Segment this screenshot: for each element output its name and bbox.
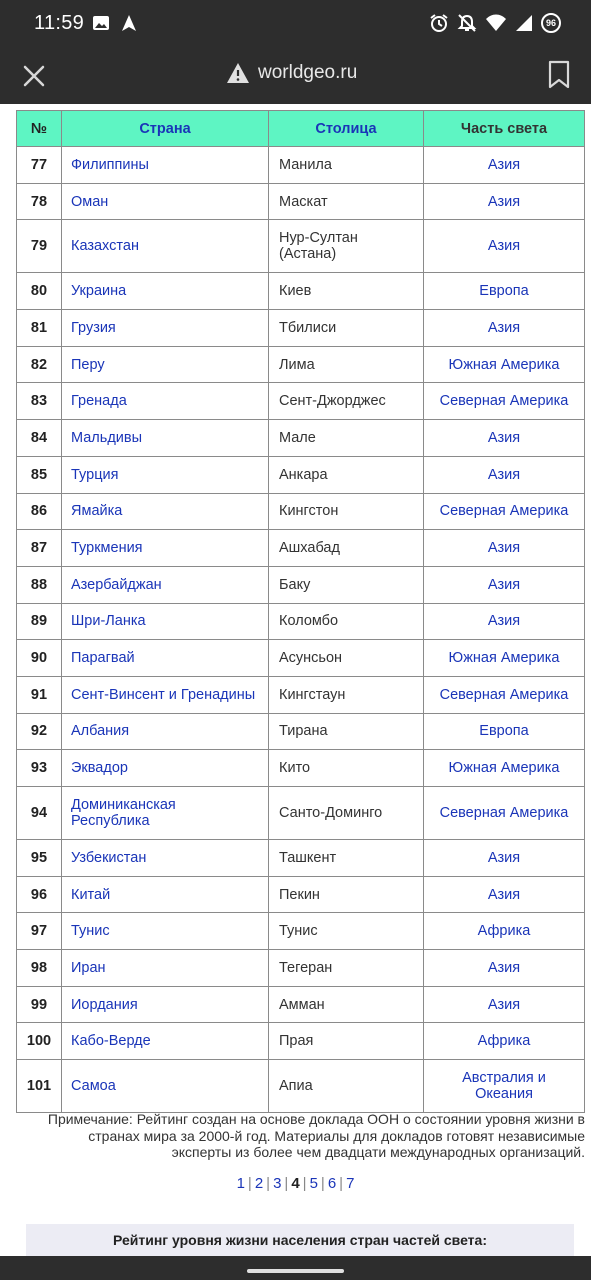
table-row [17, 183, 585, 220]
country-link[interactable] [62, 1023, 269, 1060]
capital-cell [269, 383, 424, 420]
capital-cell-line: Баку [279, 576, 311, 593]
country-link-line[interactable]: Грузия [71, 319, 116, 336]
region-link[interactable] [424, 420, 585, 457]
country-link[interactable] [62, 1060, 269, 1113]
note-line: эксперты из более чем двадцати международных организаций. [171, 1144, 585, 1160]
capital-cell-line: Лима [279, 356, 315, 373]
rating-table [16, 110, 585, 1113]
rank-cell: 85 [17, 456, 62, 493]
region-link-line[interactable]: Азия [487, 886, 521, 903]
region-link-line[interactable]: Азия [487, 193, 521, 210]
rank-cell: 90 [17, 640, 62, 677]
page-content [0, 104, 591, 1256]
pagination-separator: | [247, 1175, 252, 1192]
region-link-line[interactable]: Азия [487, 319, 521, 336]
region-link-line[interactable]: Южная Америка [448, 356, 560, 373]
country-link-line[interactable]: Иордания [71, 996, 138, 1013]
region-link-line[interactable]: Северная Америка [439, 393, 569, 410]
country-link[interactable] [62, 603, 269, 640]
url-display[interactable] [226, 62, 357, 84]
pagination-separator: | [320, 1175, 325, 1192]
table-row [17, 640, 585, 677]
rank-cell: 86 [17, 493, 62, 530]
country-link-line[interactable]: Азербайджан [71, 576, 162, 593]
region-link-line[interactable]: Азия [487, 996, 521, 1013]
capital-cell [269, 530, 424, 567]
system-icons [429, 13, 561, 33]
notification-icons [92, 14, 138, 32]
country-link-line[interactable]: Оман [71, 193, 109, 210]
capital-cell [269, 1023, 424, 1060]
region-link-line[interactable]: Азия [487, 156, 521, 173]
country-link-line[interactable]: Гренада [71, 393, 127, 410]
table-row [17, 787, 585, 840]
navigation-arrow-icon [120, 14, 138, 32]
signal-icon [515, 14, 533, 32]
alarm-icon [429, 13, 449, 33]
country-link[interactable] [62, 310, 269, 347]
country-link-line[interactable]: Филиппины [71, 156, 149, 173]
region-link-line[interactable]: Северная Америка [439, 503, 569, 520]
pagination [0, 1175, 591, 1192]
country-link[interactable] [62, 676, 269, 713]
capital-cell-line: Мале [279, 429, 316, 446]
region-link-line[interactable]: Азия [487, 238, 521, 255]
region-link-line[interactable]: Австралия и [462, 1070, 546, 1087]
country-link-line[interactable]: Эквадор [71, 760, 128, 777]
rank-cell: 82 [17, 346, 62, 383]
country-link-line[interactable]: Казахстан [71, 238, 139, 255]
table-row [17, 986, 585, 1023]
region-link[interactable] [424, 713, 585, 750]
region-link[interactable] [424, 456, 585, 493]
region-link-line[interactable]: Африка [477, 1033, 531, 1050]
page-link-5[interactable]: 5 [309, 1175, 318, 1192]
region-link[interactable] [424, 566, 585, 603]
table-row [17, 420, 585, 457]
rank-cell: 98 [17, 950, 62, 987]
rank-cell: 95 [17, 840, 62, 877]
region-link[interactable] [424, 603, 585, 640]
country-link-line[interactable]: Узбекистан [71, 849, 147, 866]
region-link-line[interactable]: Северная Америка [439, 686, 569, 703]
region-link[interactable] [424, 913, 585, 950]
table-row [17, 713, 585, 750]
capital-cell [269, 1060, 424, 1113]
capital-cell [269, 603, 424, 640]
page-link-2[interactable]: 2 [254, 1175, 264, 1192]
rank-cell: 77 [17, 147, 62, 184]
country-link-line[interactable]: Мальдивы [71, 429, 143, 446]
table-row [17, 383, 585, 420]
country-link-line[interactable]: Китай [71, 886, 111, 903]
country-link-line[interactable]: Доминиканская [71, 797, 176, 813]
capital-cell-line: Прая [279, 1033, 314, 1050]
gesture-handle[interactable] [247, 1269, 344, 1273]
region-link[interactable] [424, 840, 585, 877]
rank-cell: 89 [17, 603, 62, 640]
country-link[interactable] [62, 346, 269, 383]
region-link[interactable] [424, 147, 585, 184]
capital-cell [269, 913, 424, 950]
region-link-line[interactable]: Азия [487, 959, 521, 976]
region-link[interactable] [424, 986, 585, 1023]
bookmark-icon[interactable] [547, 60, 571, 90]
capital-cell [269, 713, 424, 750]
country-link-line[interactable]: Самоа [71, 1078, 116, 1095]
pagination-separator: | [284, 1175, 289, 1192]
region-link[interactable] [424, 950, 585, 987]
region-link-line[interactable]: Южная Америка [448, 650, 560, 667]
country-link[interactable] [62, 456, 269, 493]
capital-cell-line: Амман [279, 996, 325, 1013]
table-row [17, 950, 585, 987]
table-body [17, 147, 585, 1113]
capital-cell-line: Асунсьон [279, 650, 343, 667]
capital-cell-line: Киев [279, 283, 312, 300]
region-link-line[interactable]: Северная Америка [439, 805, 569, 821]
table-row [17, 566, 585, 603]
capital-cell-line: Ташкент [279, 849, 337, 866]
wifi-icon [485, 14, 507, 32]
capital-cell-line: Кито [279, 760, 311, 777]
page-link-3[interactable]: 3 [273, 1175, 282, 1192]
capital-cell [269, 183, 424, 220]
pagination-separator: | [339, 1175, 344, 1192]
region-link[interactable] [424, 383, 585, 420]
region-link[interactable] [424, 220, 585, 273]
rank-cell: 93 [17, 750, 62, 787]
country-link[interactable] [62, 420, 269, 457]
country-link[interactable] [62, 566, 269, 603]
capital-cell [269, 986, 424, 1023]
rank-cell: 83 [17, 383, 62, 420]
capital-cell-line: Апиа [279, 1078, 313, 1095]
capital-cell [269, 493, 424, 530]
region-link[interactable] [424, 273, 585, 310]
capital-cell [269, 456, 424, 493]
country-link-line[interactable]: Шри-Ланка [71, 613, 146, 630]
capital-cell-line: Манила [279, 156, 332, 173]
table-row [17, 220, 585, 273]
region-link-line[interactable]: Южная Америка [448, 760, 560, 777]
capital-cell [269, 147, 424, 184]
table-row [17, 530, 585, 567]
warning-triangle-icon[interactable] [226, 62, 250, 84]
url-text[interactable]: worldgeo.ru [258, 62, 358, 83]
country-link-line[interactable]: Сент-Винсент и Гренадины [71, 686, 256, 703]
capital-cell [269, 566, 424, 603]
capital-cell-line: Ашхабад [279, 540, 340, 557]
table-row [17, 913, 585, 950]
status-time: 11:59 [34, 12, 85, 34]
region-link[interactable] [424, 640, 585, 677]
country-link[interactable] [62, 220, 269, 273]
capital-cell-line: Коломбо [279, 613, 339, 630]
country-link[interactable] [62, 493, 269, 530]
pagination-separator: | [266, 1175, 271, 1192]
table-header-row [17, 111, 585, 147]
capital-cell [269, 840, 424, 877]
section-title: Рейтинг уровня жизни населения стран частей света: [26, 1224, 574, 1256]
country-link[interactable] [62, 640, 269, 677]
rank-cell: 79 [17, 220, 62, 273]
table-row [17, 876, 585, 913]
table-row [17, 603, 585, 640]
region-link[interactable] [424, 787, 585, 840]
capital-cell-line: Тирана [279, 723, 328, 740]
country-link[interactable] [62, 986, 269, 1023]
region-link[interactable] [424, 346, 585, 383]
capital-cell [269, 640, 424, 677]
region-link[interactable] [424, 750, 585, 787]
region-link-line[interactable]: Европа [479, 723, 529, 740]
country-link[interactable] [62, 950, 269, 987]
country-link[interactable] [62, 713, 269, 750]
country-link[interactable] [62, 147, 269, 184]
region-link[interactable] [424, 183, 585, 220]
battery-icon: 96 [541, 13, 561, 33]
capital-cell [269, 310, 424, 347]
table-row [17, 310, 585, 347]
browser-toolbar [0, 48, 591, 104]
rank-cell: 88 [17, 566, 62, 603]
rank-cell: 91 [17, 676, 62, 713]
table-row [17, 147, 585, 184]
capital-cell [269, 346, 424, 383]
country-link[interactable] [62, 913, 269, 950]
region-link-line[interactable]: Азия [487, 576, 521, 593]
region-link-line[interactable]: Азия [487, 429, 521, 446]
country-link[interactable] [62, 183, 269, 220]
country-link-line[interactable]: Республика [71, 813, 150, 829]
header-number: № [17, 111, 62, 147]
header-country[interactable]: Страна [62, 111, 269, 147]
pagination-separator: | [302, 1175, 307, 1192]
table-row [17, 346, 585, 383]
capital-cell-line: Анкара [279, 466, 328, 483]
country-link[interactable] [62, 750, 269, 787]
capital-cell-line: Санто-Доминго [279, 805, 383, 821]
region-link-line[interactable]: Европа [479, 283, 529, 300]
region-link-line[interactable]: Океания [475, 1086, 533, 1103]
rank-cell: 80 [17, 273, 62, 310]
capital-cell [269, 676, 424, 713]
table-row [17, 1023, 585, 1060]
rank-cell: 81 [17, 310, 62, 347]
table-row [17, 273, 585, 310]
region-link-line[interactable]: Азия [487, 613, 521, 630]
country-link[interactable] [62, 530, 269, 567]
capital-cell [269, 787, 424, 840]
table-row [17, 456, 585, 493]
close-icon[interactable] [20, 62, 48, 90]
capital-cell-line: Кингстаун [279, 686, 346, 703]
country-link[interactable] [62, 273, 269, 310]
rank-cell: 99 [17, 986, 62, 1023]
country-link[interactable] [62, 876, 269, 913]
status-bar [0, 0, 591, 48]
capital-cell-line: Нур-Султан [279, 230, 358, 247]
rank-cell: 100 [17, 1023, 62, 1060]
capital-cell-line: Сент-Джорджес [279, 393, 386, 410]
navigation-bar [0, 1256, 591, 1280]
table-row [17, 1060, 585, 1113]
header-region: Часть света [424, 111, 585, 147]
capital-cell [269, 273, 424, 310]
country-link-line[interactable]: Парагвай [71, 650, 135, 667]
rank-cell: 94 [17, 787, 62, 840]
capital-cell-line: Маскат [279, 193, 328, 210]
region-link[interactable] [424, 1060, 585, 1113]
capital-cell [269, 750, 424, 787]
note-text [20, 1111, 585, 1161]
page-link-1[interactable]: 1 [236, 1175, 245, 1192]
rank-cell: 84 [17, 420, 62, 457]
page-link-7[interactable]: 7 [346, 1175, 355, 1192]
capital-cell-line: Тегеран [279, 959, 333, 976]
region-link-line[interactable]: Африка [477, 923, 531, 940]
country-link-line[interactable]: Тунис [71, 923, 110, 940]
country-link-line[interactable]: Украина [71, 283, 127, 300]
region-link[interactable] [424, 530, 585, 567]
country-link[interactable] [62, 383, 269, 420]
region-link[interactable] [424, 310, 585, 347]
region-link[interactable] [424, 876, 585, 913]
country-link-line[interactable]: Перу [71, 356, 105, 373]
rank-cell: 87 [17, 530, 62, 567]
rank-cell: 96 [17, 876, 62, 913]
rank-cell: 92 [17, 713, 62, 750]
country-link-line[interactable]: Албания [71, 723, 130, 740]
page-link-4: 4 [291, 1175, 300, 1192]
country-link-line[interactable]: Турция [71, 466, 119, 483]
table-row [17, 750, 585, 787]
capital-cell-line: (Астана) [279, 246, 337, 263]
region-link-line[interactable]: Азия [487, 466, 521, 483]
capital-cell [269, 950, 424, 987]
region-link[interactable] [424, 1023, 585, 1060]
capital-cell [269, 420, 424, 457]
rank-cell: 97 [17, 913, 62, 950]
country-link-line[interactable]: Иран [71, 959, 106, 976]
table-row [17, 493, 585, 530]
gallery-icon [92, 14, 110, 32]
country-link[interactable] [62, 787, 269, 840]
capital-cell-line: Тунис [279, 923, 318, 940]
region-link[interactable] [424, 493, 585, 530]
page-link-6[interactable]: 6 [327, 1175, 337, 1192]
country-link[interactable] [62, 840, 269, 877]
capital-cell [269, 876, 424, 913]
rank-cell: 78 [17, 183, 62, 220]
header-capital[interactable]: Столица [269, 111, 424, 147]
country-link-line[interactable]: Ямайка [71, 503, 123, 520]
capital-cell-line: Кингстон [279, 503, 339, 520]
capital-cell [269, 220, 424, 273]
region-link-line[interactable]: Азия [487, 540, 521, 557]
rank-cell: 101 [17, 1060, 62, 1113]
capital-cell-line: Тбилиси [279, 319, 337, 336]
table-row [17, 676, 585, 713]
country-link-line[interactable]: Туркмения [71, 540, 143, 557]
country-link-line[interactable]: Кабо-Верде [71, 1033, 151, 1050]
note-line: Примечание: Рейтинг создан на основе доклада ООН о состоянии уровня жизни в [47, 1111, 585, 1127]
note-line: странах мира за 2000-й год. Материалы для докладов готовят независимые [88, 1127, 585, 1144]
capital-cell-line: Пекин [279, 886, 320, 903]
notifications-off-icon [457, 13, 477, 33]
table-row [17, 840, 585, 877]
region-link-line[interactable]: Азия [487, 849, 521, 866]
region-link[interactable] [424, 676, 585, 713]
